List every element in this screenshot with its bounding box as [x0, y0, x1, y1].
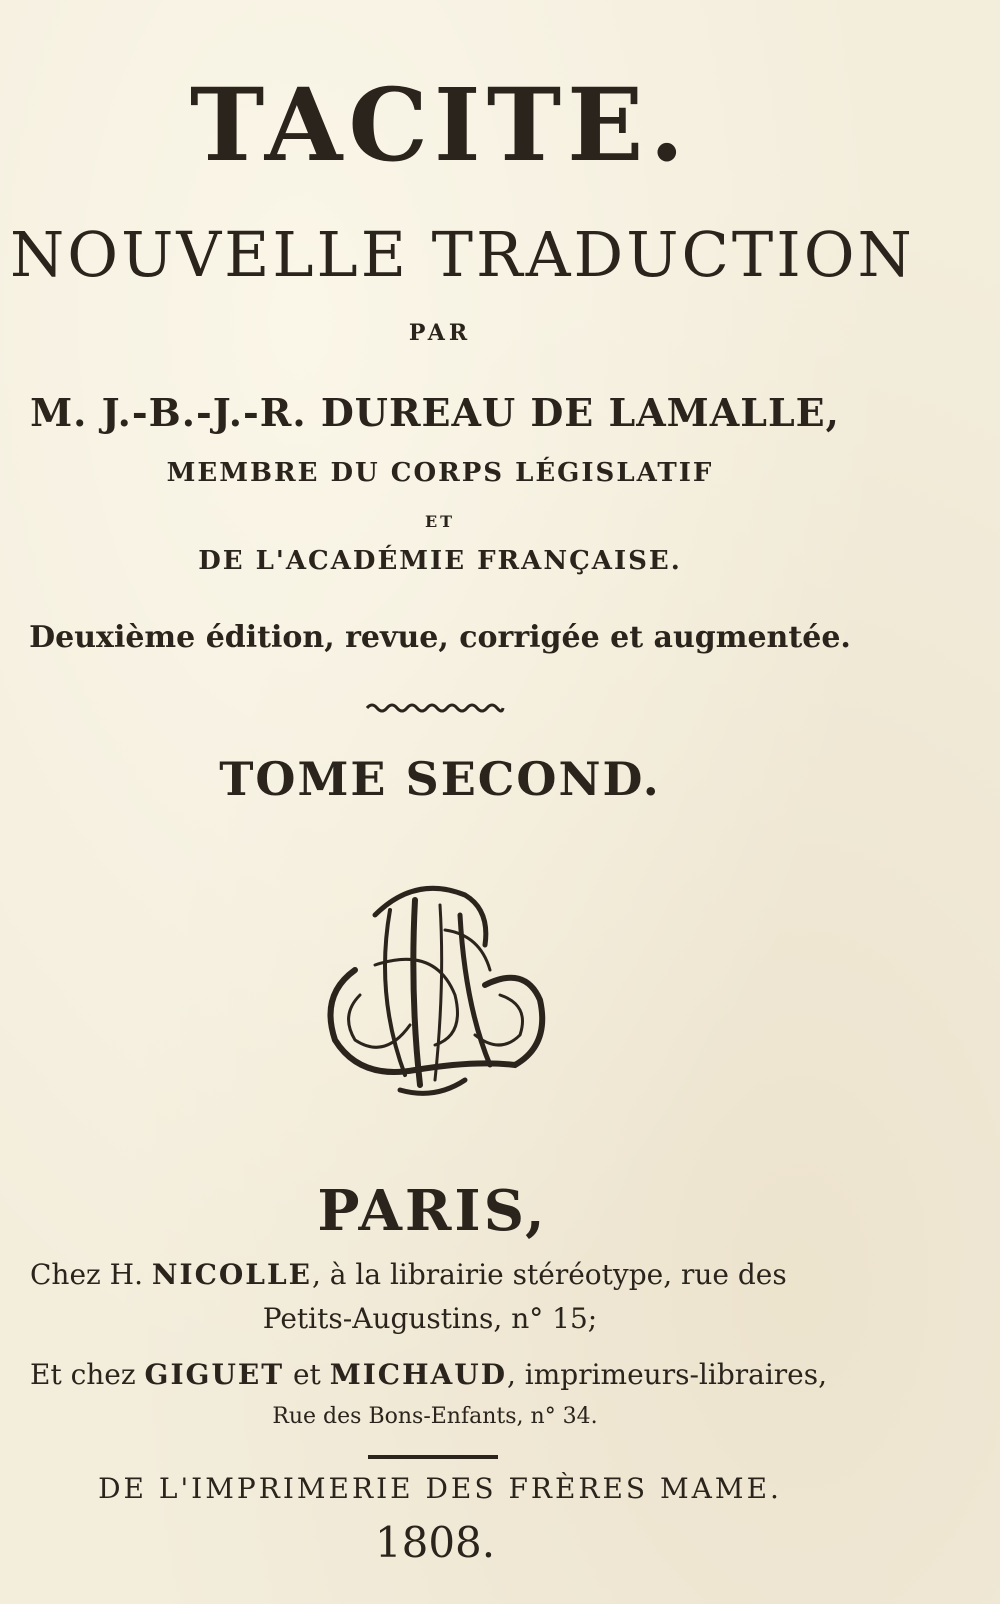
- edition-note: Deuxième édition, revue, corrigée et augmentée.: [29, 620, 851, 655]
- publisher-2-prefix: Et chez: [30, 1358, 136, 1391]
- printer-line: DE L'IMPRIMERIE DES FRÈRES MAME.: [98, 1472, 782, 1505]
- publisher-1-prefix: Chez H.: [30, 1258, 143, 1291]
- divider-rule: [368, 1455, 498, 1459]
- interlaced-monogram-icon: [315, 875, 555, 1105]
- publisher-2-name-2: MICHAUD: [329, 1358, 507, 1391]
- publisher-2-suffix: , imprimeurs-libraires,: [506, 1358, 828, 1391]
- publisher-1-suffix: , à la librairie stéréotype, rue des: [312, 1258, 787, 1291]
- book-title: TACITE.: [189, 66, 691, 184]
- role-conjunction: ET: [424, 512, 456, 531]
- author-role-2: DE L'ACADÉMIE FRANÇAISE.: [198, 546, 682, 576]
- publisher-line-1: [30, 1258, 890, 1291]
- publisher-2-name-1: GIGUET: [144, 1358, 285, 1391]
- publisher-1-name: NICOLLE: [151, 1258, 312, 1291]
- volume-label: TOME SECOND.: [219, 752, 661, 806]
- publisher-line-3: [30, 1358, 890, 1391]
- book-subtitle: NOUVELLE TRADUCTION: [10, 218, 915, 291]
- imprint-city: PARIS,: [317, 1178, 548, 1244]
- publisher-line-4: Rue des Bons-Enfants, n° 34.: [272, 1404, 598, 1429]
- publisher-line-2: Petits-Augustins, n° 15;: [262, 1302, 598, 1335]
- by-label: PAR: [408, 320, 472, 346]
- wavy-ornament-icon: [365, 700, 505, 716]
- publication-year: 1808.: [374, 1518, 496, 1567]
- author-name: M. J.-B.-J.-R. DUREAU DE LAMALLE,: [30, 390, 840, 435]
- publisher-2-conjunction: et: [292, 1358, 321, 1391]
- author-role-1: MEMBRE DU CORPS LÉGISLATIF: [166, 458, 714, 488]
